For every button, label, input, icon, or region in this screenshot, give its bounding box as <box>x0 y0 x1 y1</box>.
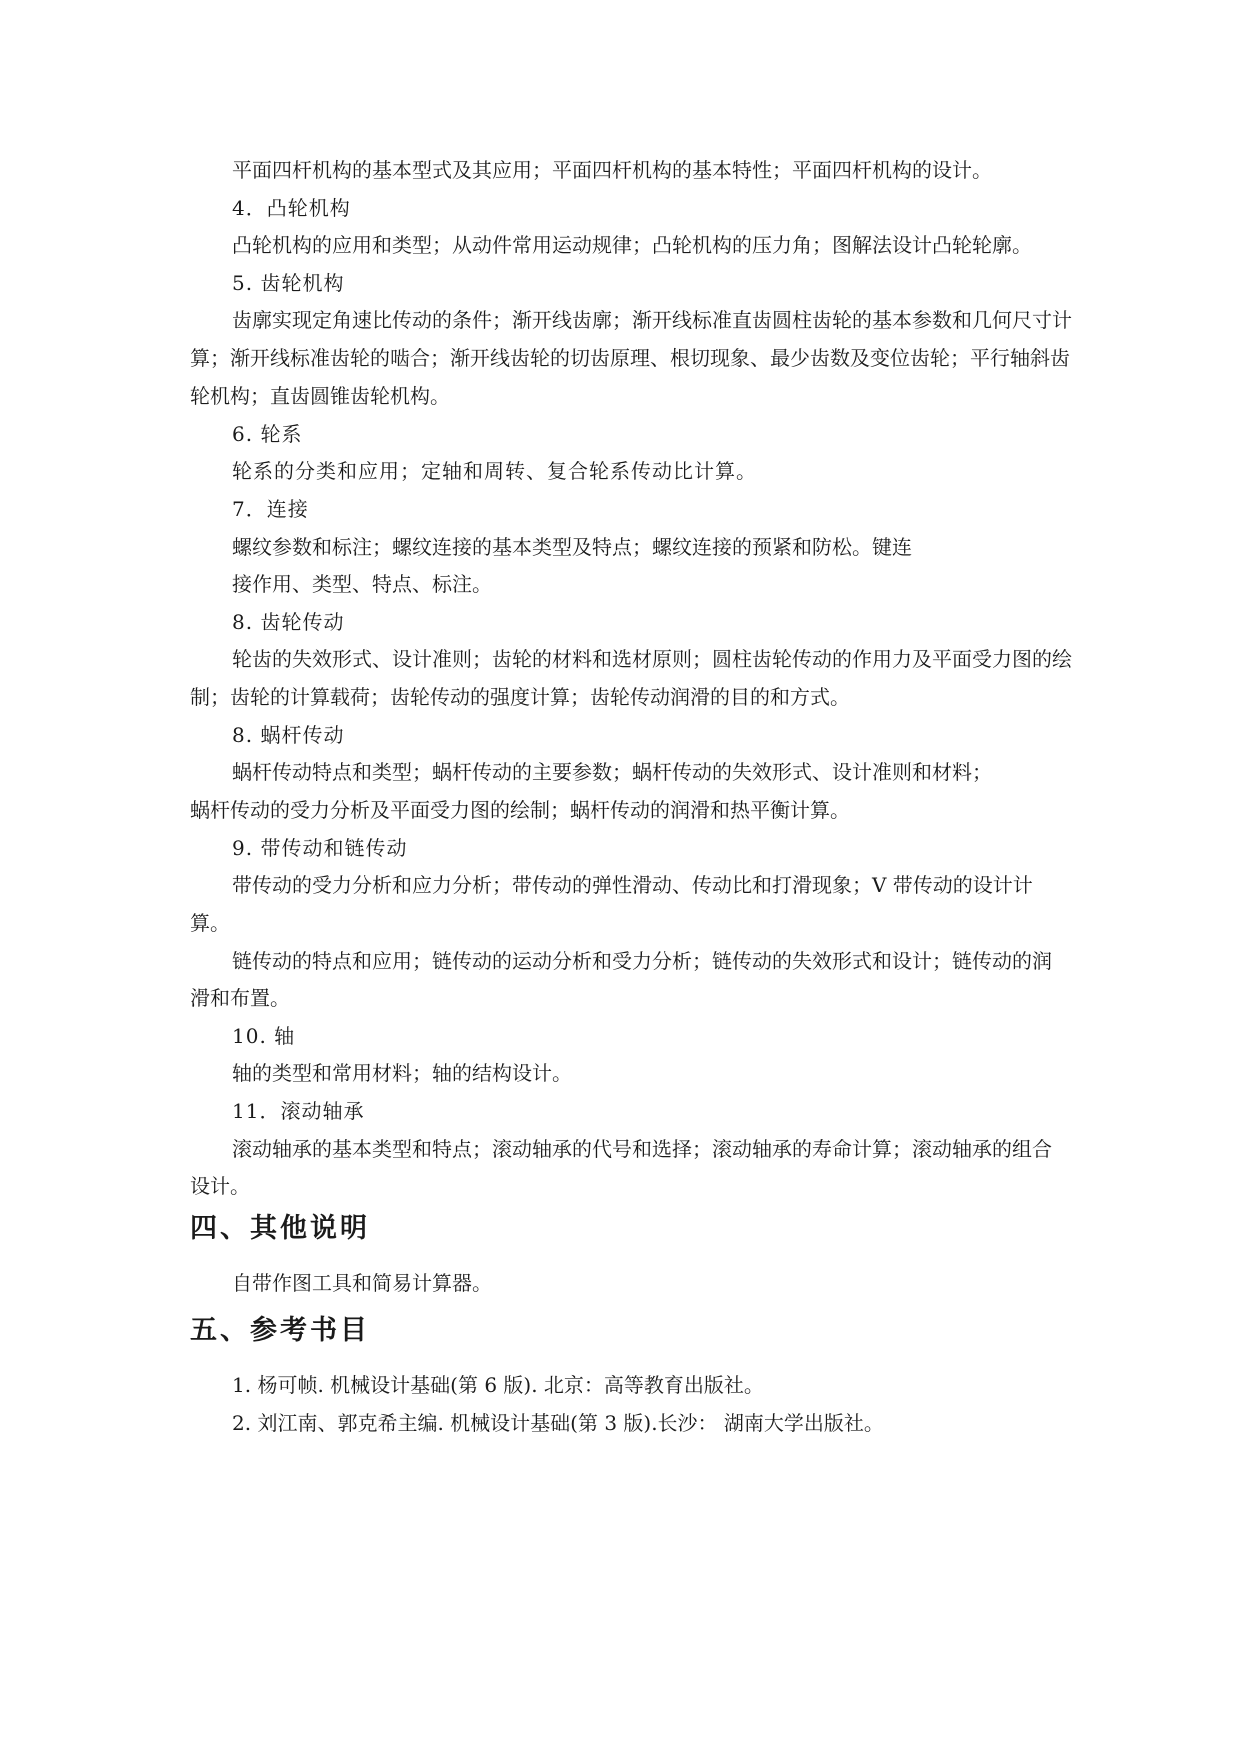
heading-gear-train: 6. 轮系 <box>232 422 303 446</box>
heading-connection: 7．连接 <box>232 497 309 521</box>
paragraph-bearing-line-2: 设计。 <box>190 1174 250 1198</box>
section-4-body: 自带作图工具和简易计算器。 <box>232 1271 492 1295</box>
reference-item-2: 2. 刘江南、郭克希主编. 机械设计基础(第 3 版).长沙： 湖南大学出版社。 <box>232 1411 884 1435</box>
heading-rolling-bearing: 11．滚动轴承 <box>232 1099 365 1123</box>
paragraph-linkage-content: 平面四杆机构的基本型式及其应用；平面四杆机构的基本特性；平面四杆机构的设计。 <box>232 158 992 182</box>
paragraph-connection-line-1: 螺纹参数和标注；螺纹连接的基本类型及特点；螺纹连接的预紧和防松。键连 <box>232 535 912 559</box>
heading-shaft: 10. 轴 <box>232 1024 296 1048</box>
paragraph-gear-line-1: 齿廓实现定角速比传动的条件；渐开线齿廓；渐开线标准直齿圆柱齿轮的基本参数和几何尺寸计 <box>232 308 1072 332</box>
heading-worm-transmission: 8. 蜗杆传动 <box>232 723 345 747</box>
heading-cam-mechanism: 4．凸轮机构 <box>232 196 351 220</box>
section-4-heading: 四、其他说明 <box>190 1213 370 1244</box>
section-5-heading: 五、参考书目 <box>190 1315 370 1346</box>
paragraph-gear-line-2: 算；渐开线标准齿轮的啮合；渐开线齿轮的切齿原理、根切现象、最少齿数及变位齿轮；平行轴斜齿 <box>190 346 1070 370</box>
heading-gear-mechanism: 5. 齿轮机构 <box>232 271 345 295</box>
heading-belt-chain: 9. 带传动和链传动 <box>232 836 408 860</box>
paragraph-gear-train-content: 轮系的分类和应用；定轴和周转、复合轮系传动比计算。 <box>232 459 757 483</box>
paragraph-belt-line-2: 算。 <box>190 911 230 935</box>
paragraph-bearing-line-1: 滚动轴承的基本类型和特点；滚动轴承的代号和选择；滚动轴承的寿命计算；滚动轴承的组合 <box>232 1137 1052 1161</box>
paragraph-gear-transmission-line-1: 轮齿的失效形式、设计准则；齿轮的材料和选材原则；圆柱齿轮传动的作用力及平面受力图的绘 <box>232 647 1072 671</box>
paragraph-belt-line-1: 带传动的受力分析和应力分析；带传动的弹性滑动、传动比和打滑现象；V 带传动的设计计 <box>232 873 1033 897</box>
paragraph-worm-line-1: 蜗杆传动特点和类型；蜗杆传动的主要参数；蜗杆传动的失效形式、设计准则和材料； <box>232 760 992 784</box>
paragraph-cam-content: 凸轮机构的应用和类型；从动件常用运动规律；凸轮机构的压力角；图解法设计凸轮轮廓。 <box>232 233 1032 257</box>
paragraph-worm-line-2: 蜗杆传动的受力分析及平面受力图的绘制；蜗杆传动的润滑和热平衡计算。 <box>190 798 850 822</box>
paragraph-connection-line-2: 接作用、类型、特点、标注。 <box>232 572 492 596</box>
paragraph-shaft-content: 轴的类型和常用材料；轴的结构设计。 <box>232 1061 572 1085</box>
paragraph-chain-line-2: 滑和布置。 <box>190 986 290 1010</box>
paragraph-chain-line-1: 链传动的特点和应用；链传动的运动分析和受力分析；链传动的失效形式和设计；链传动的润 <box>232 949 1052 973</box>
paragraph-gear-line-3: 轮机构；直齿圆锥齿轮机构。 <box>190 384 450 408</box>
heading-gear-transmission: 8. 齿轮传动 <box>232 610 345 634</box>
reference-item-1: 1. 杨可帧. 机械设计基础(第 6 版). 北京：高等教育出版社。 <box>232 1373 764 1397</box>
paragraph-gear-transmission-line-2: 制；齿轮的计算载荷；齿轮传动的强度计算；齿轮传动润滑的目的和方式。 <box>190 685 850 709</box>
